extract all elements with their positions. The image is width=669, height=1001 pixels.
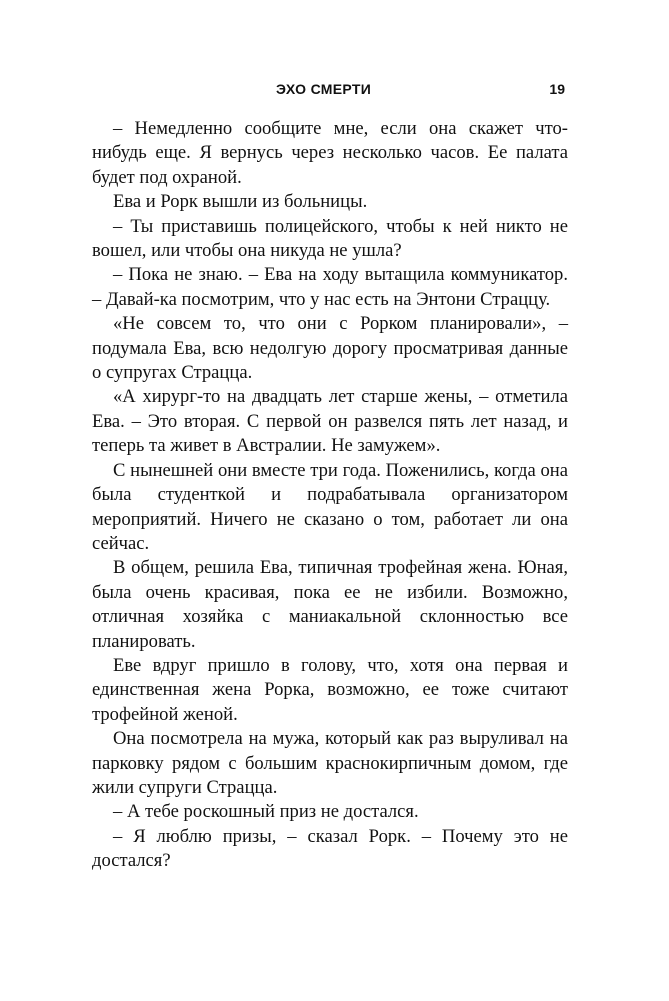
paragraph: Она посмотрела на мужа, который как раз выруливал на парковку рядом с большим краснокирпичным домом, где жили супруги Страцца. xyxy=(92,728,568,798)
paragraph: – Пока не знаю. – Ева на ходу вытащила коммуникатор. – Давай-ка посмотрим, что у нас есть на Энтони Страццу. xyxy=(92,264,568,310)
paragraph: «Не совсем то, что они с Рорком планировали», – подумала Ева, всю недолгую дорогу просматривая данные о супругах Страцца. xyxy=(92,313,568,384)
paragraph: – Ты приставишь полицейского, чтобы к ней никто не вошел, или чтобы она никуда не ушла? xyxy=(92,215,568,262)
paragraph: – Я люблю призы, – сказал Рорк. – Почему это не достался? xyxy=(92,825,568,872)
paragraph: В общем, решила Ева, типичная трофейная жена. Юная, была очень красивая, пока ее не избили. Возможно, отличная хозяйка с маниакальной склонностью все планировать. xyxy=(92,557,568,652)
page-number: 19 xyxy=(549,81,565,97)
paragraph: С нынешней они вместе три года. Поженились, когда она была студенткой и подрабатывала организатором мероприятий. Ничего не сказано о том, работает ли она сейчас. xyxy=(92,459,568,554)
paragraph: – А тебе роскошный приз не достался. xyxy=(113,801,419,823)
book-title: ЭХО СМЕРТИ xyxy=(276,81,372,97)
text-body xyxy=(92,117,568,874)
paragraph: – Немедленно сообщите мне, если она скажет что-нибудь еще. Я вернусь через несколько часов. Ее палата будет под охраной. xyxy=(92,118,568,188)
paragraph: Еве вдруг пришло в голову, что, хотя она первая и единственная жена Рорка, возможно, ее тоже считают трофейной женой. xyxy=(92,654,568,725)
paragraph: Ева и Рорк вышли из больницы. xyxy=(113,191,368,213)
running-header xyxy=(0,80,669,100)
paragraph: «А хирург-то на двадцать лет старше жены, – отметила Ева. – Это вторая. С первой он развелся пять лет назад, и теперь та живет в Австралии. Не замужем». xyxy=(92,386,568,457)
